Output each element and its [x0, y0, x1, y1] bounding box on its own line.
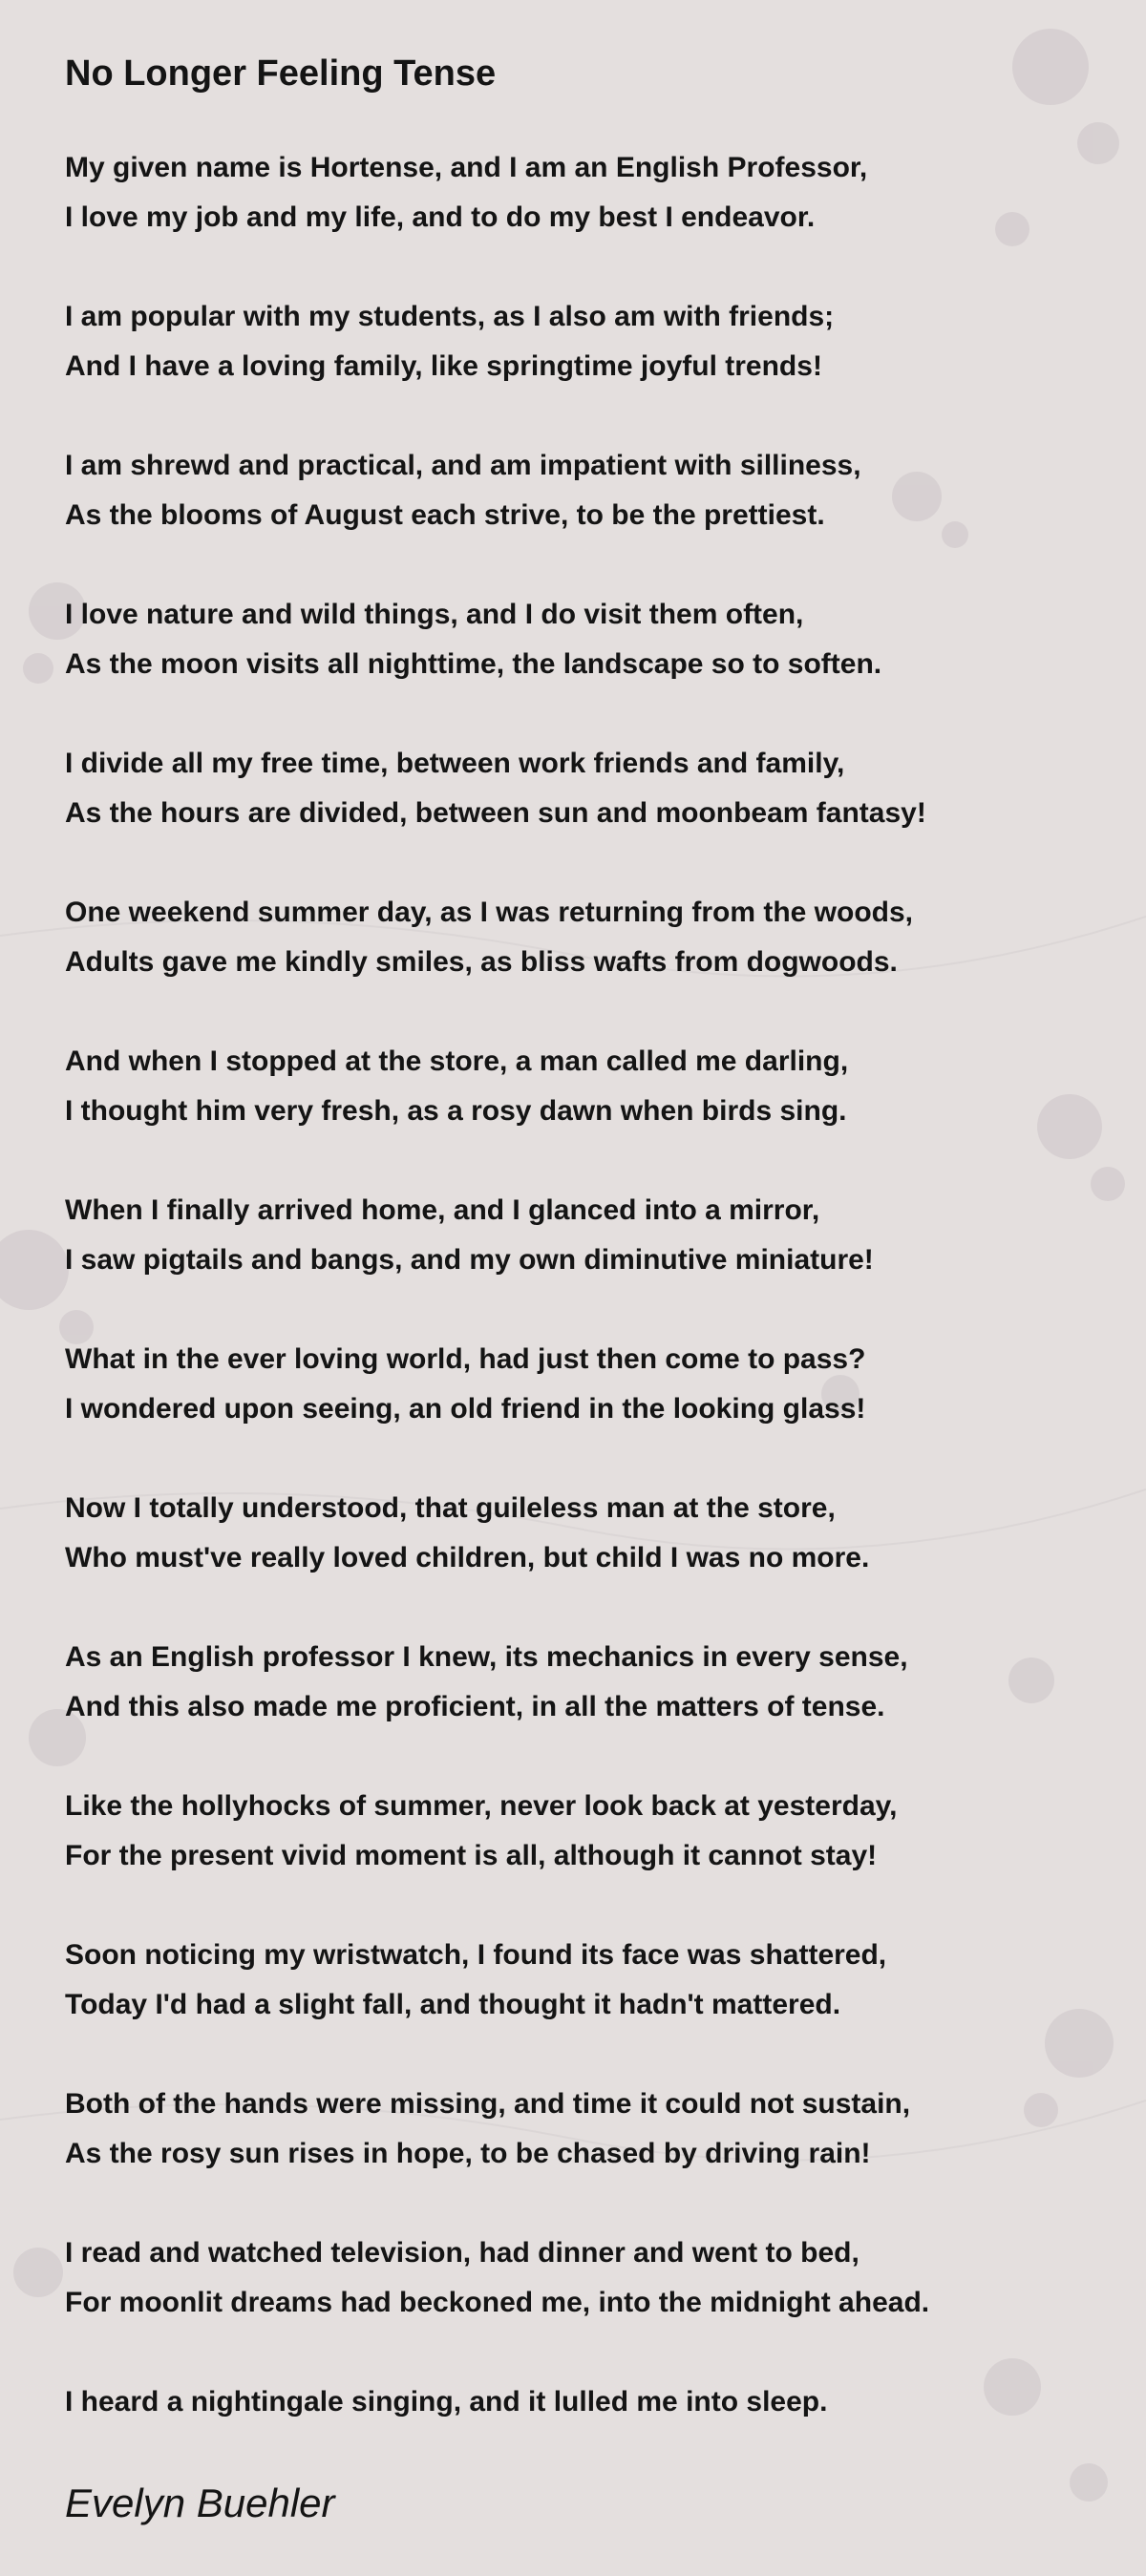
- stanza: [65, 1335, 1115, 1484]
- poem-line: Like the hollyhocks of summer, never look back at yesterday,: [65, 1790, 898, 1822]
- poem-line: I love my job and my life, and to do my best I endeavor.: [65, 201, 816, 233]
- stanza: [65, 1484, 1115, 1633]
- poem-line: I thought him very fresh, as a rosy dawn when birds sing.: [65, 1095, 847, 1127]
- poem-line: Both of the hands were missing, and time it could not sustain,: [65, 2088, 911, 2120]
- poem-line: As the hours are divided, between sun and moonbeam fantasy!: [65, 797, 926, 829]
- poem-line: As the blooms of August each strive, to be the prettiest.: [65, 499, 825, 531]
- poem-line: I heard a nightingale singing, and it lulled me into sleep.: [65, 2386, 828, 2418]
- poem-line: As the rosy sun rises in hope, to be chased by driving rain!: [65, 2138, 871, 2169]
- poem-line: And I have a loving family, like springtime joyful trends!: [65, 350, 822, 382]
- stanza: [65, 888, 1115, 1037]
- stanza: [65, 2228, 1115, 2377]
- poem-line: I saw pigtails and bangs, and my own diminutive miniature!: [65, 1244, 874, 1276]
- poem-line: I divide all my free time, between work friends and family,: [65, 748, 845, 779]
- stanza: [65, 441, 1115, 590]
- poem-body: [65, 143, 1115, 2526]
- poem-title: No Longer Feeling Tense: [65, 53, 497, 94]
- poem-line: As an English professor I knew, its mechanics in every sense,: [65, 1641, 908, 1673]
- poem-line: I love nature and wild things, and I do visit them often,: [65, 599, 804, 630]
- poem-line: I wondered upon seeing, an old friend in the looking glass!: [65, 1393, 866, 1425]
- poem-line: Today I'd had a slight fall, and thought it hadn't mattered.: [65, 1989, 841, 2020]
- poem-line: And this also made me proficient, in all the matters of tense.: [65, 1691, 885, 1722]
- stanza: [65, 1633, 1115, 1782]
- poem-line: One weekend summer day, as I was returning from the woods,: [65, 897, 914, 928]
- poem-line: I am popular with my students, as I also am with friends;: [65, 301, 835, 332]
- stanza: [65, 292, 1115, 441]
- poem-line: I read and watched television, had dinner and went to bed,: [65, 2237, 860, 2269]
- poem-line: Soon noticing my wristwatch, I found its face was shattered,: [65, 1939, 887, 1971]
- stanza: [65, 739, 1115, 888]
- stanza: [65, 1931, 1115, 2080]
- poem-line: What in the ever loving world, had just then come to pass?: [65, 1343, 866, 1375]
- poem-line: And when I stopped at the store, a man called me darling,: [65, 1045, 849, 1077]
- poem-author: Evelyn Buehler: [65, 2481, 335, 2525]
- stanza: [65, 2080, 1115, 2228]
- stanza: [65, 143, 1115, 292]
- poem-line: For moonlit dreams had beckoned me, into the midnight ahead.: [65, 2287, 930, 2318]
- poem-line: Who must've really loved children, but child I was no more.: [65, 1542, 870, 1573]
- poem-line: Now I totally understood, that guileless man at the store,: [65, 1492, 836, 1524]
- poem-line: My given name is Hortense, and I am an English Professor,: [65, 152, 868, 183]
- poem-line: As the moon visits all nighttime, the landscape so to soften.: [65, 648, 882, 680]
- stanza: [65, 1186, 1115, 1335]
- stanza: [65, 1037, 1115, 1186]
- poem-line: Adults gave me kindly smiles, as bliss wafts from dogwoods.: [65, 946, 898, 978]
- poem-line: For the present vivid moment is all, although it cannot stay!: [65, 1840, 878, 1871]
- stanza: [65, 590, 1115, 739]
- poem-line: I am shrewd and practical, and am impatient with silliness,: [65, 450, 861, 481]
- poem-line: When I finally arrived home, and I glanced into a mirror,: [65, 1194, 820, 1226]
- stanza: [65, 1782, 1115, 1931]
